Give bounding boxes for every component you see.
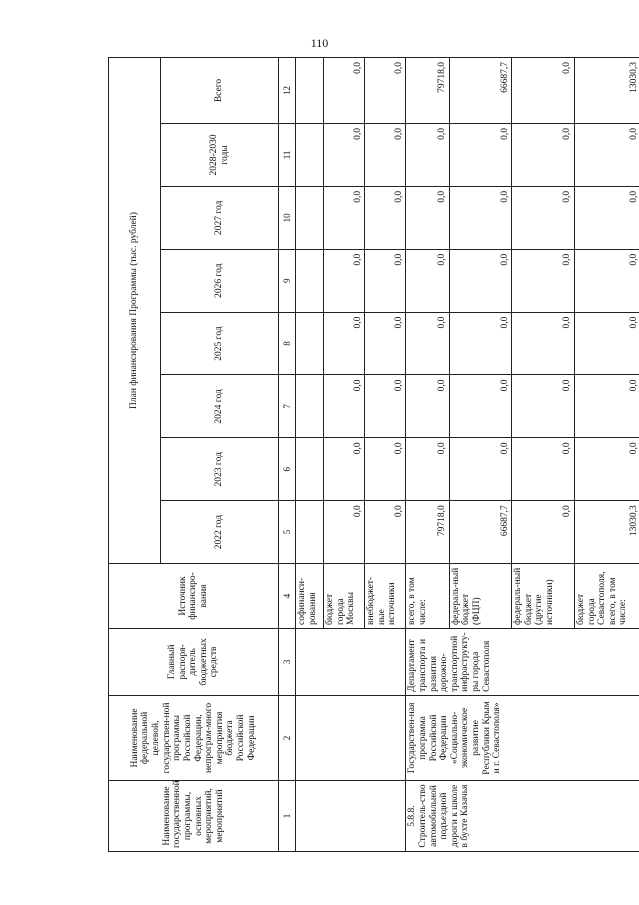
cell-funding-source: федераль-ный бюджет (другие источники) (512, 564, 575, 629)
cell-value: 0,0 (324, 124, 365, 187)
cell-value: 0,0 (512, 375, 575, 438)
header-main-manager: Главный распоря-дитель бюджетных средств (109, 628, 279, 695)
cell-value: 0,0 (324, 375, 365, 438)
financing-plan-table (108, 57, 639, 852)
cell-value: 0,0 (406, 312, 449, 375)
cell-value (296, 249, 324, 312)
cell-value: 0,0 (449, 375, 512, 438)
cell-funding-source: бюджет города Москвы (324, 564, 365, 629)
header-year-2026: 2026 год (161, 249, 279, 312)
cell-value: 0,0 (365, 501, 406, 564)
header-year-2027: 2027 год (161, 186, 279, 249)
cell-value: 0,0 (574, 375, 639, 438)
cell-value: 79718,0 (406, 501, 449, 564)
cell-value: 0,0 (324, 186, 365, 249)
cell-funding-source: всего, в том числе: (406, 564, 449, 629)
column-number: 4 (279, 564, 296, 629)
cell-value: 0,0 (512, 124, 575, 187)
header-year-2022: 2022 год (161, 501, 279, 564)
cell-value: 0,0 (574, 124, 639, 187)
cell-value: 0,0 (574, 249, 639, 312)
cell-program-name (296, 781, 406, 852)
cell-value: 0,0 (365, 58, 406, 124)
table-row (296, 58, 324, 852)
cell-program-name: 5.8.8. Строитель-ство автомобильной подъездной дороги к школе в бухте Казачья (406, 781, 639, 852)
header-total: Всего (161, 58, 279, 124)
cell-funding-source: софинанси-рования (296, 564, 324, 629)
column-number: 8 (279, 312, 296, 375)
column-number: 1 (279, 781, 296, 852)
table-row (406, 58, 449, 852)
column-number: 11 (279, 124, 296, 187)
cell-value: 0,0 (406, 186, 449, 249)
column-number: 10 (279, 186, 296, 249)
cell-value: 0,0 (512, 312, 575, 375)
cell-value: 0,0 (324, 501, 365, 564)
cell-value: 0,0 (512, 501, 575, 564)
cell-value: 13030,3 (574, 501, 639, 564)
cell-value: 0,0 (324, 58, 365, 124)
cell-federal-program (296, 695, 406, 780)
cell-value: 0,0 (512, 186, 575, 249)
cell-value: 0,0 (512, 58, 575, 124)
cell-value (296, 438, 324, 501)
cell-value (296, 375, 324, 438)
cell-value: 0,0 (512, 249, 575, 312)
header-financing-plan: План финансирования Программы (тыс. рублей) (109, 58, 161, 564)
column-numbers-row (279, 58, 296, 852)
header-years-2028-2030: 2028-2030 годы (161, 124, 279, 187)
column-number: 6 (279, 438, 296, 501)
cell-value: 0,0 (449, 438, 512, 501)
column-number: 2 (279, 695, 296, 780)
cell-value: 0,0 (574, 186, 639, 249)
cell-value: 0,0 (574, 312, 639, 375)
cell-value: 66687,7 (449, 501, 512, 564)
cell-main-manager: Департамент транспорта и развития дорожно-транспортной инфраструкту-ры города Севастополя (406, 628, 639, 695)
cell-value: 0,0 (365, 186, 406, 249)
cell-value: 0,0 (449, 186, 512, 249)
rotated-table-container (108, 57, 639, 852)
cell-value (296, 186, 324, 249)
column-number: 9 (279, 249, 296, 312)
cell-value: 0,0 (512, 438, 575, 501)
column-number: 5 (279, 501, 296, 564)
cell-value: 0,0 (324, 249, 365, 312)
header-program-name: Наименование государственной программы, основных мероприятий, мероприятий (109, 781, 279, 852)
column-number: 3 (279, 628, 296, 695)
cell-value (296, 312, 324, 375)
cell-value (296, 501, 324, 564)
cell-value: 0,0 (406, 124, 449, 187)
cell-value: 0,0 (365, 438, 406, 501)
cell-value: 0,0 (449, 124, 512, 187)
cell-value: 79718,0 (406, 58, 449, 124)
header-funding-source: Источник финансиро-вания (109, 564, 279, 629)
cell-value: 0,0 (324, 312, 365, 375)
cell-federal-program: Государствен-ная программа Российской Федерации «Социально-экономическое развитие Республики Крым и г. Севастополя» (406, 695, 639, 780)
cell-funding-source: внебюджет-ные источники (365, 564, 406, 629)
cell-value: 0,0 (365, 249, 406, 312)
cell-value: 0,0 (406, 438, 449, 501)
cell-value: 0,0 (365, 375, 406, 438)
cell-funding-source: федераль-ный бюджет (ФЦП) (449, 564, 512, 629)
header-year-2024: 2024 год (161, 375, 279, 438)
cell-value: 0,0 (574, 438, 639, 501)
cell-value: 13030,3 (574, 58, 639, 124)
header-federal-program: Наименование федеральной целевой, государствен-ной программы Российской Федерации, непрограм-много мероприятия бюджета Российской Федерации (109, 695, 279, 780)
cell-value (296, 124, 324, 187)
cell-value: 66687,7 (449, 58, 512, 124)
header-year-2023: 2023 год (161, 438, 279, 501)
cell-value: 0,0 (406, 375, 449, 438)
cell-value: 0,0 (406, 249, 449, 312)
header-year-2025: 2025 год (161, 312, 279, 375)
page-number: 110 (310, 36, 329, 50)
cell-value: 0,0 (324, 438, 365, 501)
cell-value: 0,0 (449, 249, 512, 312)
cell-main-manager (296, 628, 406, 695)
cell-value (296, 58, 324, 124)
cell-value: 0,0 (365, 124, 406, 187)
cell-value: 0,0 (365, 312, 406, 375)
cell-funding-source: бюджет города Севастополя, всего, в том числе: (574, 564, 639, 629)
column-number: 12 (279, 58, 296, 124)
column-number: 7 (279, 375, 296, 438)
cell-value: 0,0 (449, 312, 512, 375)
